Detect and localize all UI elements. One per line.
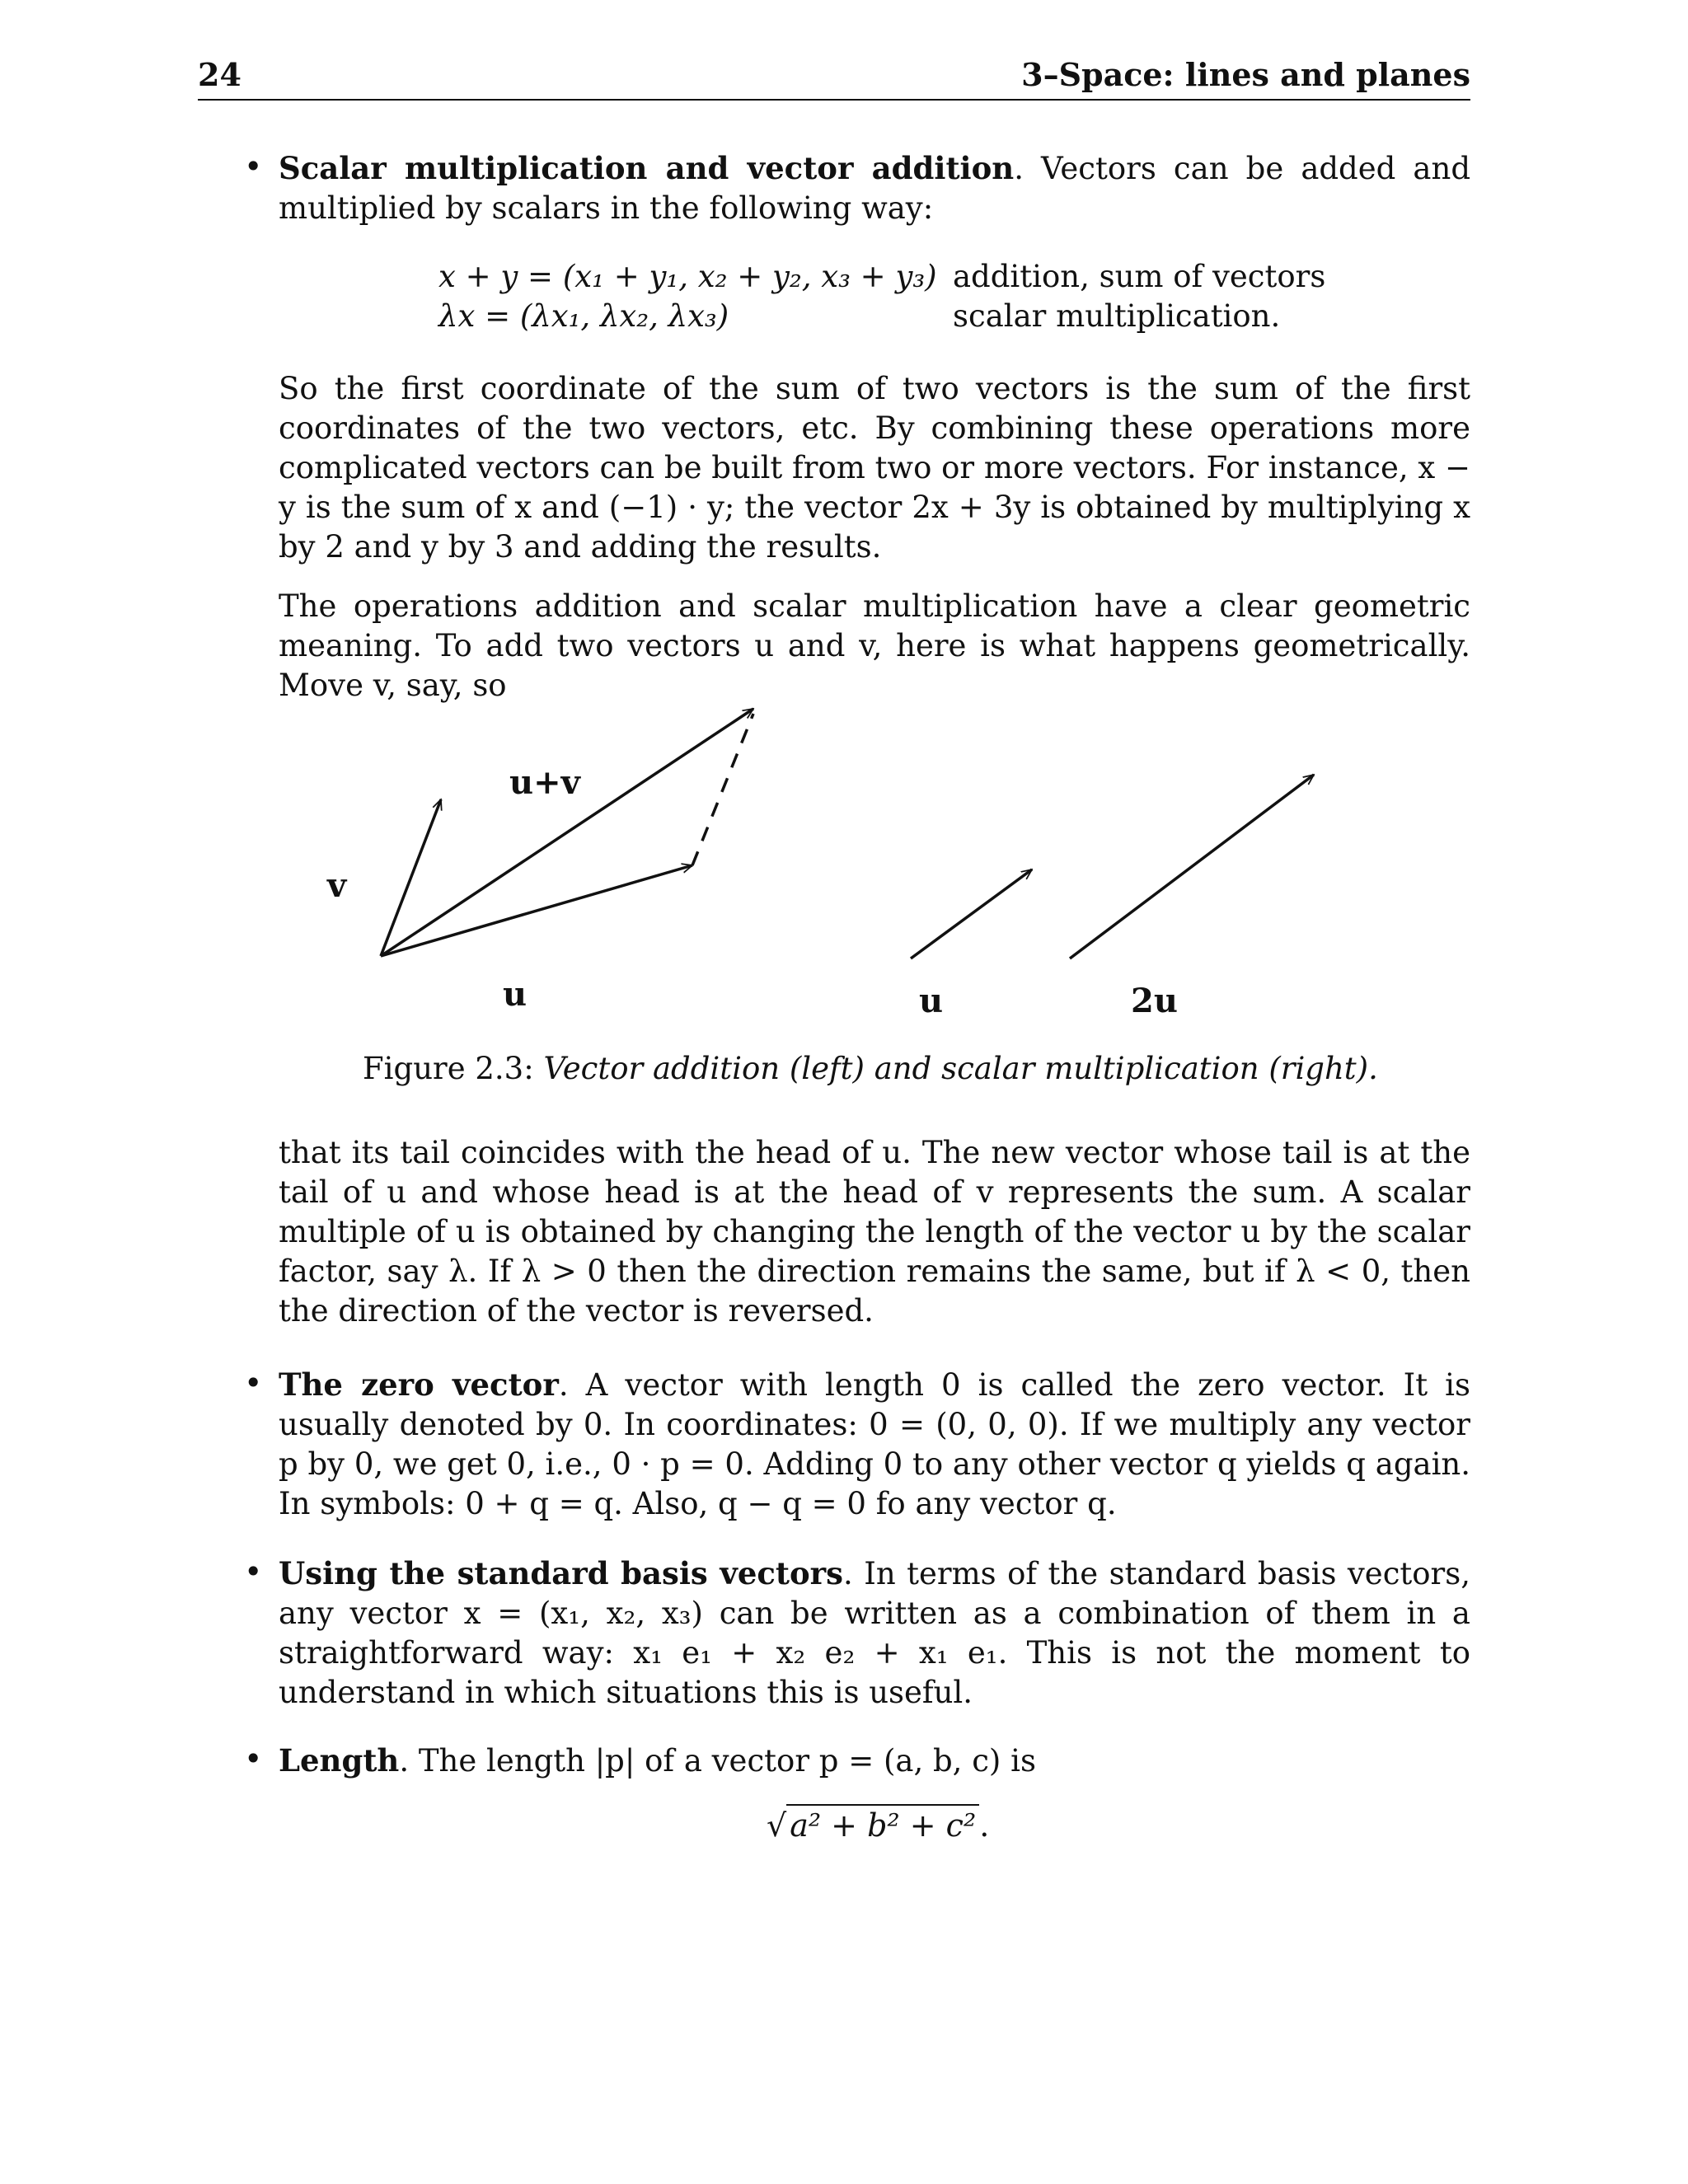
bullet-text: . Vectors can be added and multiplied by scalars in the following way:	[279, 151, 1471, 226]
bullet-marker: •	[244, 148, 263, 185]
formula-period: .	[979, 1807, 990, 1844]
bullet-title: The zero vector	[279, 1366, 559, 1403]
bullet-text: . In terms of the standard basis vectors, any vector x = (x₁, x₂, x₃) can be written as a combination of them in a straightforward way: x₁ e₁ + x₂ e₂ + x₁ e₁. This is not the moment to understand in which situations this is useful.	[279, 1556, 1470, 1710]
bullet-text: . The length |p| of a vector p = (a, b, c) is	[399, 1743, 1036, 1779]
equation-description: scalar multiplication.	[953, 298, 1281, 334]
sqrt-symbol: √	[767, 1807, 787, 1844]
paragraph-operations: So the first coordinate of the sum of two vectors is the sum of the first coordinates of the two vectors, etc. By combining these operations more complicated vectors can be built from two or more vectors. For instance, x − y is the sum of x and (−1) · y; the vector 2x + 3y is obtained by multiplying x by 2 and y by 3 and adding the results.	[279, 371, 1470, 565]
bullet-title: Using the standard basis vectors	[279, 1555, 843, 1591]
equation-formula: λx = (λx₁, λx₂, λx₃)	[438, 298, 729, 334]
vector-sum-arrow	[381, 709, 753, 956]
vector-figure	[0, 692, 1688, 1038]
label-v: v	[327, 866, 347, 905]
paragraph-geometric: The operations addition and scalar multiplication have a clear geometric meaning. To add two vectors u and v, here is what happens geometrically. Move v, say, so	[279, 588, 1470, 703]
equation-row	[438, 297, 1345, 336]
label-2u: 2u	[1131, 982, 1178, 1020]
scalar-u-arrow	[911, 869, 1032, 958]
equation-table	[438, 257, 1345, 336]
vector-u-arrow	[381, 865, 692, 956]
caption-text: Vector addition (left) and scalar multiplication (right).	[543, 1051, 1378, 1086]
caption-prefix: Figure 2.3:	[363, 1051, 534, 1086]
vector-v-translated-dashed	[692, 714, 753, 865]
label-u-left: u	[503, 975, 528, 1014]
page-number: 24	[198, 56, 241, 93]
equation-formula: x + y = (x₁ + y₁, x₂ + y₂, x₃ + y₃)	[438, 259, 937, 294]
bullet-title: Length	[279, 1742, 400, 1779]
vector-v-arrow	[381, 799, 441, 956]
basis-vectors-paragraph	[279, 1554, 1470, 1713]
length-formula	[767, 1807, 989, 1844]
equation-row	[438, 257, 1345, 297]
running-header	[198, 56, 1470, 101]
section-title: 3–Space: lines and planes	[1021, 56, 1470, 93]
bullet-marker: •	[244, 1554, 263, 1590]
label-u-right: u	[919, 982, 944, 1020]
intro-paragraph	[279, 148, 1470, 228]
equation-description: addition, sum of vectors	[953, 259, 1326, 294]
zero-vector-paragraph	[279, 1365, 1470, 1524]
bullet-text: . A vector with length 0 is called the zero vector. It is usually denoted by 0. In coordinates: 0 = (0, 0, 0). If we multiply any vector p by 0, we get 0, i.e., 0 · p = 0. Adding 0 to any other vector q yields q again. In symbols: 0 + q = q. Also, q − q = 0 fo any vector q.	[279, 1367, 1471, 1521]
bullet-marker: •	[244, 1365, 263, 1401]
bullet-title: Scalar multiplication and vector addition	[279, 150, 1015, 186]
paragraph-sum-explanation: that its tail coincides with the head of u. The new vector whose tail is at the tail of u and whose head is at the head of v represents the sum. A scalar multiple of u is obtained by changing the length of the vector u by the scalar factor, say λ. If λ > 0 then the direction remains the same, but if λ < 0, then the direction of the vector is reversed.	[279, 1135, 1470, 1329]
figure-caption	[363, 1051, 1378, 1086]
bullet-marker: •	[244, 1741, 263, 1777]
scalar-2u-arrow	[1070, 775, 1314, 958]
label-u-plus-v: u+v	[509, 763, 580, 802]
length-paragraph	[279, 1741, 1470, 1781]
sqrt-radicand: a² + b² + c²	[786, 1804, 979, 1844]
